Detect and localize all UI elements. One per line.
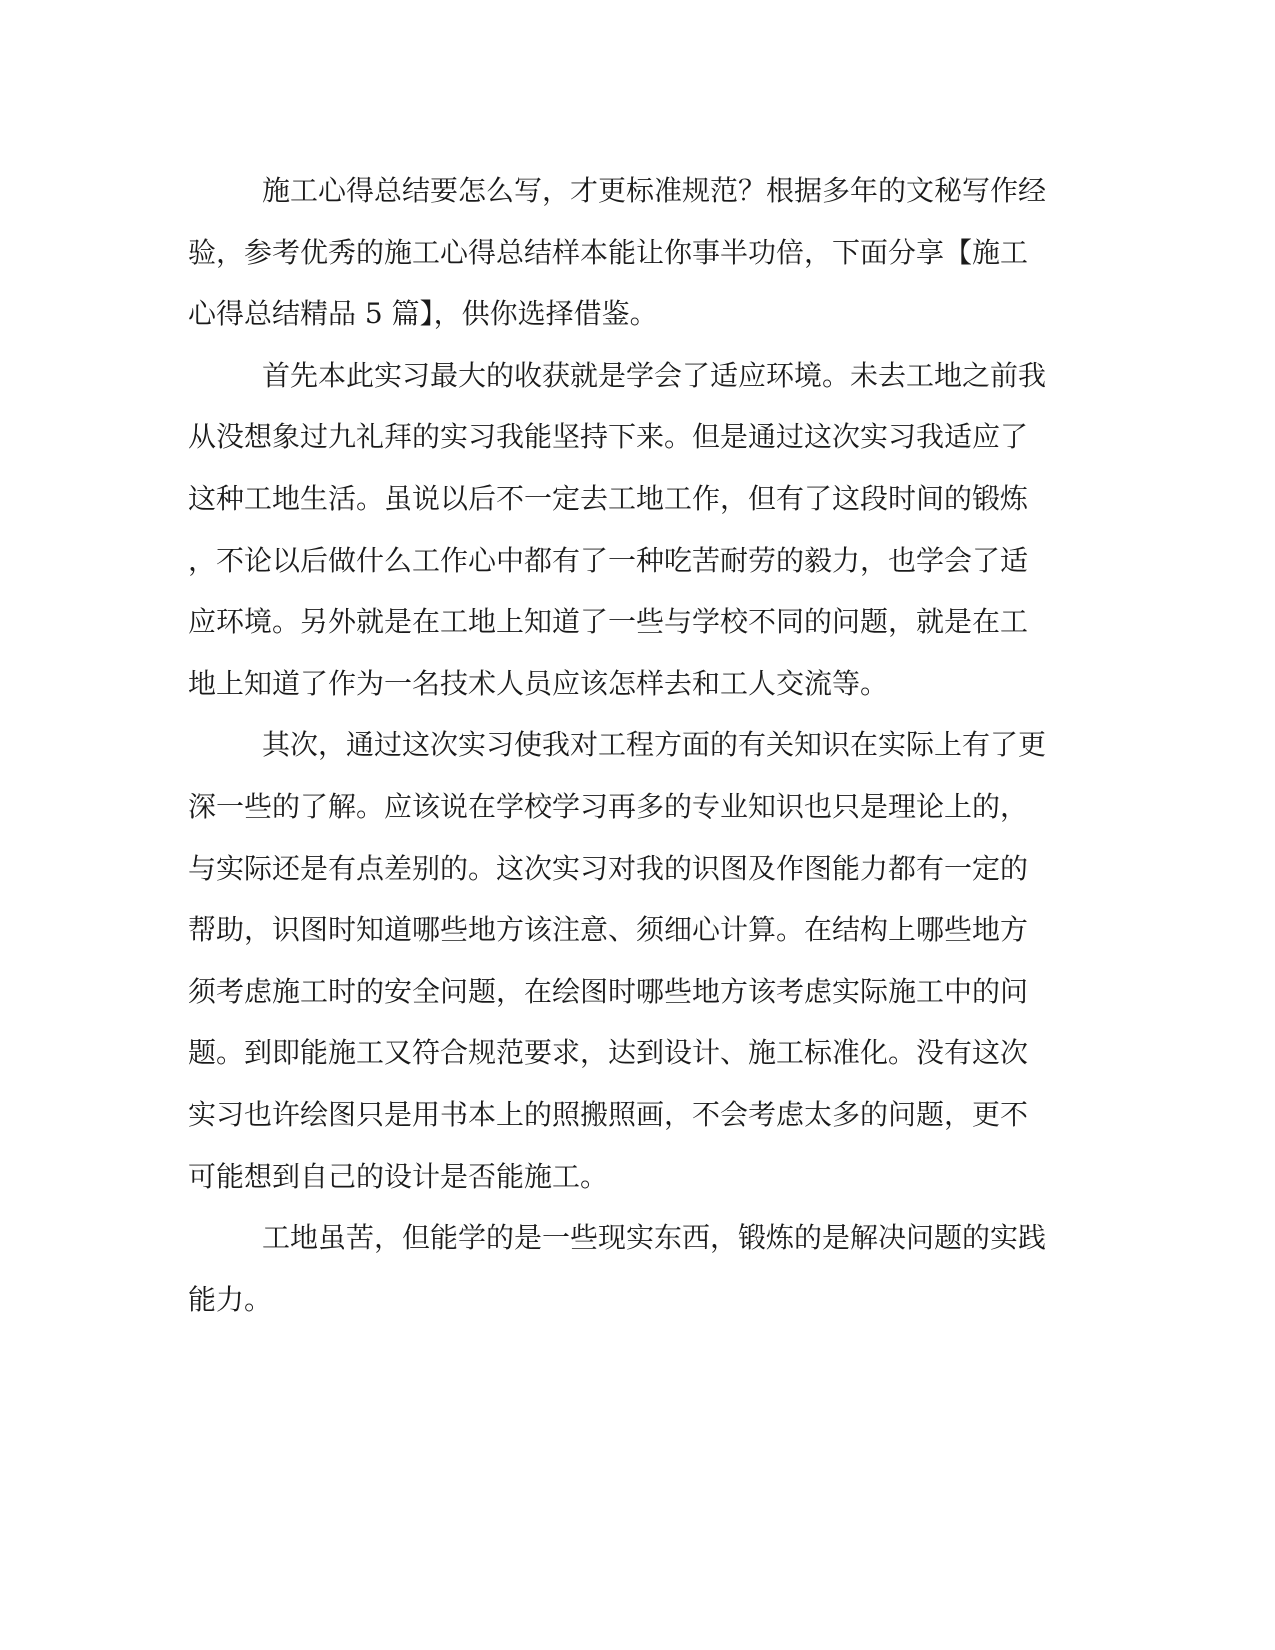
text-line: 验，参考优秀的施工心得总结样本能让你事半功倍，下面分享【施工 (188, 235, 1029, 269)
text-line: 施工心得总结要怎么写，才更标准规范？根据多年的文秘写作经 (262, 174, 1047, 207)
text-line: 须考虑施工时的安全问题，在绘图时哪些地方该考虑实际施工中的问 (188, 974, 1029, 1008)
text-line: 实习也许绘图只是用书本上的照搬照画，不会考虑太多的问题，更不 (188, 1097, 1029, 1131)
paragraph-adapt-environment (188, 345, 1068, 715)
text-line: 首先本此实习最大的收获就是学会了适应环境。未去工地之前我 (262, 358, 1047, 392)
text-line: 帮助，识图时知道哪些地方该注意、须细心计算。在结构上哪些地方 (188, 913, 1029, 947)
text-line: 题。到即能施工又符合规范要求，达到设计、施工标准化。没有这次 (188, 1036, 1029, 1070)
paragraph-engineering-knowledge (188, 714, 1068, 1207)
paragraph-intro (188, 160, 1068, 345)
text-line: 应环境。另外就是在工地上知道了一些与学校不同的问题，就是在工 (188, 605, 1029, 639)
text-line: ，不论以后做什么工作心中都有了一种吃苦耐劳的毅力，也学会了适 (188, 543, 1029, 577)
text-line: 深一些的了解。应该说在学校学习再多的专业知识也只是理论上的， (188, 789, 1029, 823)
text-line: 与实际还是有点差别的。这次实习对我的识图及作图能力都有一定的 (188, 851, 1029, 885)
text-line: 从没想象过九礼拜的实习我能坚持下来。但是通过这次实习我适应了 (188, 420, 1029, 454)
text-line: 其次，通过这次实习使我对工程方面的有关知识在实际上有了更 (262, 728, 1047, 762)
text-line: 工地虽苦，但能学的是一些现实东西，锻炼的是解决问题的实践 (262, 1221, 1047, 1255)
document-body (188, 160, 1068, 1330)
text-line: 地上知道了作为一名技术人员应该怎样去和工人交流等。 (188, 666, 889, 700)
text-line: 心得总结精品 5 篇】，供你选择借鉴。 (188, 297, 658, 331)
text-line: 能力。 (188, 1282, 273, 1316)
paragraph-practical-ability (188, 1207, 1068, 1330)
text-line: 这种工地生活。虽说以后不一定去工地工作，但有了这段时间的锻炼 (188, 481, 1029, 515)
text-line: 可能想到自己的设计是否能施工。 (188, 1159, 609, 1193)
